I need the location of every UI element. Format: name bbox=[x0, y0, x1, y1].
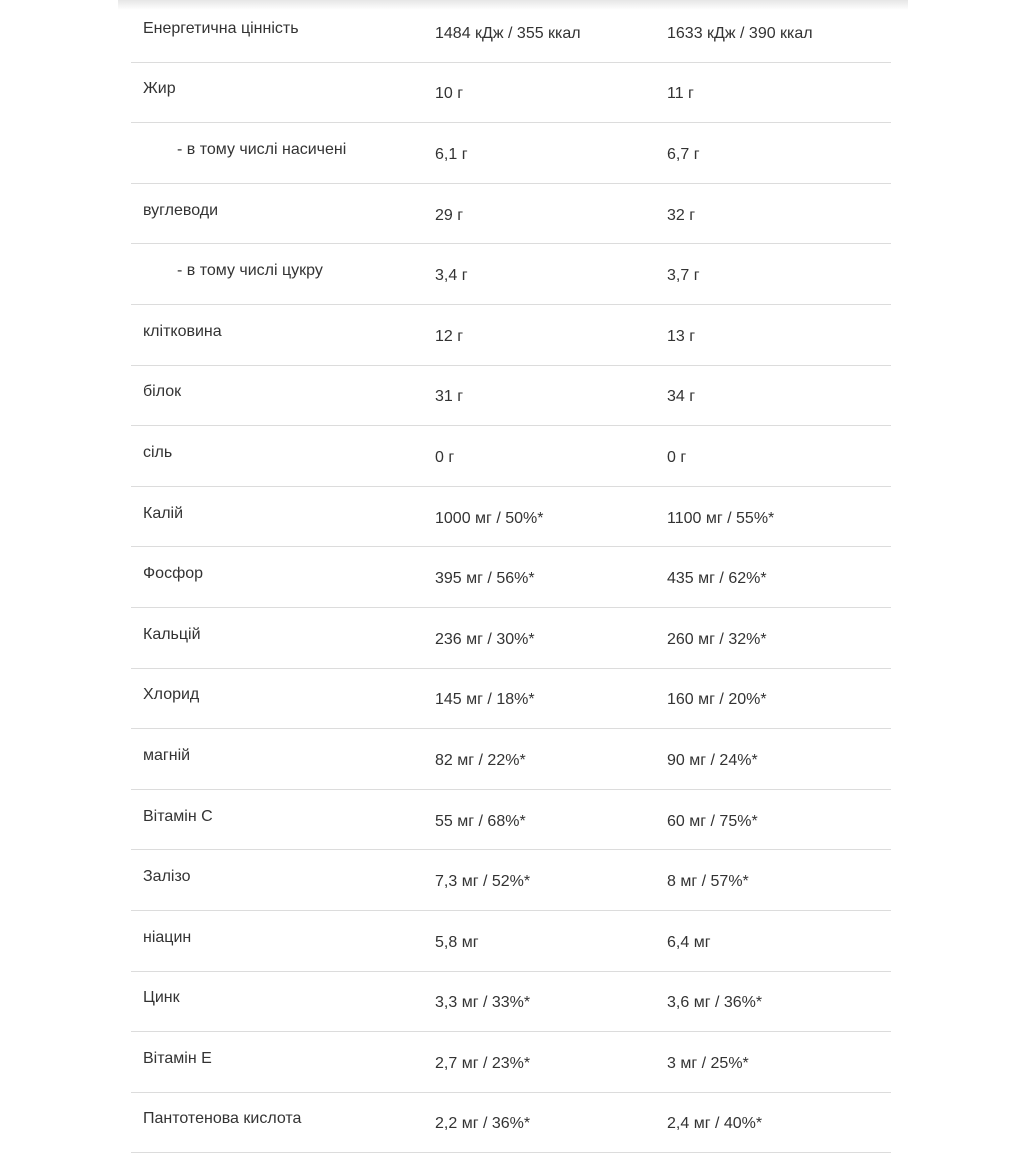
nutrient-value-col2: 1633 кДж / 390 ккал bbox=[659, 2, 891, 62]
table-row bbox=[131, 62, 891, 123]
nutrient-value-col1: 2,7 мг / 23%* bbox=[427, 1032, 659, 1093]
nutrient-value-col1: 1484 кДж / 355 ккал bbox=[427, 2, 659, 62]
nutrient-value-col1: 5,8 мг bbox=[427, 910, 659, 971]
nutrient-name: сіль bbox=[131, 426, 427, 487]
table-row bbox=[131, 426, 891, 487]
nutrient-name: ніацин bbox=[131, 910, 427, 971]
table-row bbox=[131, 789, 891, 850]
nutrient-value-col2: 3 мг / 25%* bbox=[659, 1032, 891, 1093]
nutrient-value-col1: 55 мг / 68%* bbox=[427, 789, 659, 850]
nutrient-value-col2: 34 г bbox=[659, 365, 891, 426]
nutrient-value-col1: 2,2 мг / 36%* bbox=[427, 1092, 659, 1153]
table-row bbox=[131, 123, 891, 184]
nutrient-name: Калій bbox=[131, 486, 427, 547]
nutrient-name: Фосфор bbox=[131, 547, 427, 608]
nutrient-value-col2: 1100 мг / 55%* bbox=[659, 486, 891, 547]
nutrient-value-col2: 6,4 мг bbox=[659, 910, 891, 971]
nutrient-value-col1: 1000 мг / 50%* bbox=[427, 486, 659, 547]
nutrient-name: Залізо bbox=[131, 850, 427, 911]
nutrient-name: вуглеводи bbox=[131, 183, 427, 244]
nutrient-value-col2: 435 мг / 62%* bbox=[659, 547, 891, 608]
nutrient-value-col2: 13 г bbox=[659, 304, 891, 365]
table-row bbox=[131, 547, 891, 608]
nutrient-value-col2: 6,7 г bbox=[659, 123, 891, 184]
nutrient-value-col1: 3,4 г bbox=[427, 244, 659, 305]
nutrient-value-col2: 0 г bbox=[659, 426, 891, 487]
nutrient-value-col2: 2,4 мг / 40%* bbox=[659, 1092, 891, 1153]
nutrient-name: - в тому числі насичені bbox=[131, 123, 427, 184]
nutrition-table-body bbox=[131, 2, 891, 1153]
table-row bbox=[131, 365, 891, 426]
table-row bbox=[131, 183, 891, 244]
nutrient-value-col2: 3,7 г bbox=[659, 244, 891, 305]
table-row bbox=[131, 668, 891, 729]
nutrient-value-col2: 32 г bbox=[659, 183, 891, 244]
nutrient-value-col2: 8 мг / 57%* bbox=[659, 850, 891, 911]
nutrient-value-col1: 82 мг / 22%* bbox=[427, 729, 659, 790]
nutrient-name: - в тому числі цукру bbox=[131, 244, 427, 305]
table-row bbox=[131, 850, 891, 911]
nutrient-value-col1: 3,3 мг / 33%* bbox=[427, 971, 659, 1032]
nutrient-value-col2: 260 мг / 32%* bbox=[659, 607, 891, 668]
nutrient-value-col2: 160 мг / 20%* bbox=[659, 668, 891, 729]
nutrient-name: Вітамін С bbox=[131, 789, 427, 850]
nutrient-value-col1: 10 г bbox=[427, 62, 659, 123]
nutrient-value-col1: 236 мг / 30%* bbox=[427, 607, 659, 668]
nutrient-value-col2: 11 г bbox=[659, 62, 891, 123]
table-row bbox=[131, 910, 891, 971]
nutrient-value-col1: 0 г bbox=[427, 426, 659, 487]
table-row bbox=[131, 607, 891, 668]
nutrient-value-col1: 395 мг / 56%* bbox=[427, 547, 659, 608]
nutrient-value-col1: 29 г bbox=[427, 183, 659, 244]
nutrient-value-col1: 6,1 г bbox=[427, 123, 659, 184]
nutrient-name: Цинк bbox=[131, 971, 427, 1032]
nutrient-value-col1: 145 мг / 18%* bbox=[427, 668, 659, 729]
nutrient-name: Вітамін Е bbox=[131, 1032, 427, 1093]
table-row bbox=[131, 2, 891, 62]
nutrient-name: Енергетична цінність bbox=[131, 2, 427, 62]
table-row bbox=[131, 1032, 891, 1093]
nutrient-value-col2: 3,6 мг / 36%* bbox=[659, 971, 891, 1032]
nutrient-value-col2: 60 мг / 75%* bbox=[659, 789, 891, 850]
nutrient-value-col1: 31 г bbox=[427, 365, 659, 426]
nutrient-name: Жир bbox=[131, 62, 427, 123]
nutrient-value-col2: 90 мг / 24%* bbox=[659, 729, 891, 790]
nutrient-name: клітковина bbox=[131, 304, 427, 365]
table-row bbox=[131, 244, 891, 305]
nutrient-name: магній bbox=[131, 729, 427, 790]
table-row bbox=[131, 1092, 891, 1153]
nutrient-name: білок bbox=[131, 365, 427, 426]
table-row bbox=[131, 486, 891, 547]
nutrient-value-col1: 12 г bbox=[427, 304, 659, 365]
table-row bbox=[131, 729, 891, 790]
table-row bbox=[131, 971, 891, 1032]
nutrient-name: Пантотенова кислота bbox=[131, 1092, 427, 1153]
nutrient-name: Хлорид bbox=[131, 668, 427, 729]
nutrient-name: Кальцій bbox=[131, 607, 427, 668]
table-row bbox=[131, 304, 891, 365]
nutrition-table bbox=[131, 2, 891, 1153]
nutrient-value-col1: 7,3 мг / 52%* bbox=[427, 850, 659, 911]
